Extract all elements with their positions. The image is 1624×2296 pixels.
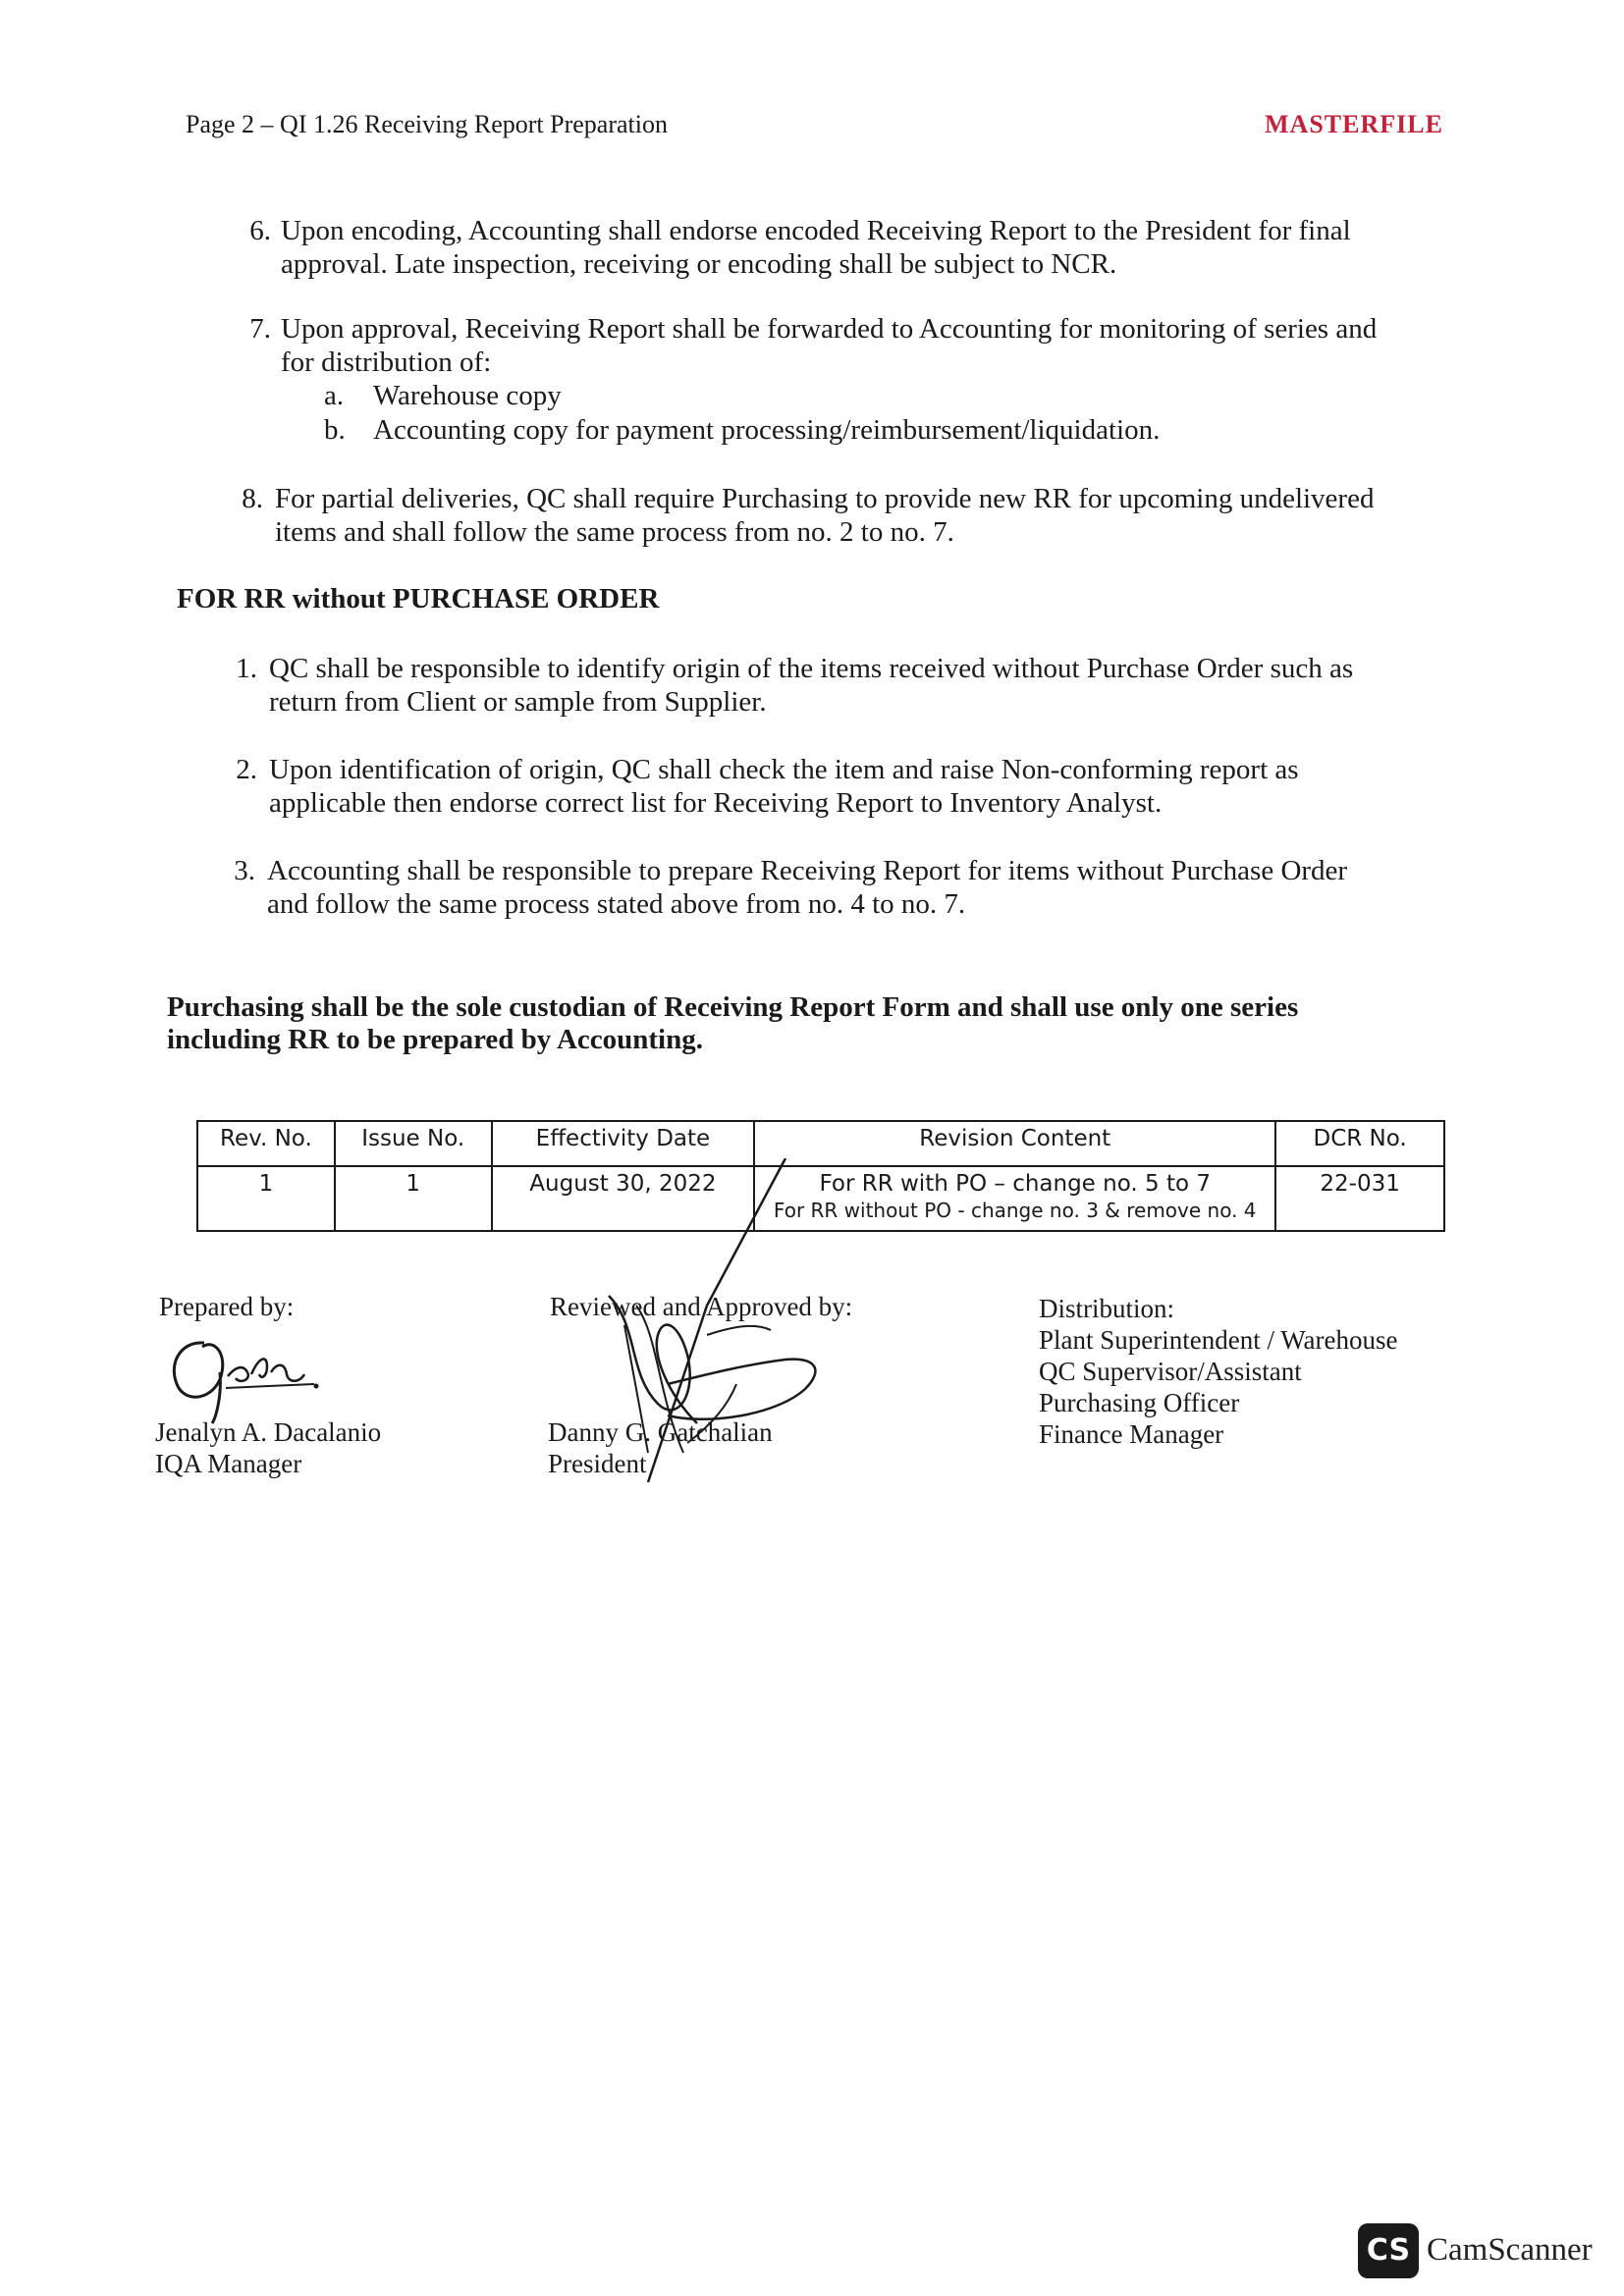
item-number: 2. (236, 754, 257, 785)
item-number: 6. (249, 215, 271, 246)
dcr-no-cell: 22-031 (1275, 1166, 1444, 1231)
sub-item-letter: a. (324, 380, 345, 411)
column-header: Revision Content (754, 1121, 1275, 1166)
issue-no-cell: 1 (335, 1166, 492, 1231)
column-header: DCR No. (1275, 1121, 1444, 1166)
item-line: Upon identification of origin, QC shall check the item and raise Non-conforming report as (269, 754, 1299, 785)
prepared-by-signature (157, 1327, 324, 1425)
note-line: Purchasing shall be the sole custodian of Receiving Report Form and shall use only one series (167, 991, 1299, 1023)
item-line: Accounting shall be responsible to prepare Receiving Report for items without Purchase Order (267, 855, 1348, 886)
item-line: Upon encoding, Accounting shall endorse encoded Receiving Report to the President for final (281, 215, 1351, 246)
item-line: for distribution of: (281, 347, 492, 378)
note-line: including RR to be prepared by Accounting. (167, 1024, 703, 1055)
page-header-title: Page 2 – QI 1.26 Receiving Report Preparation (186, 110, 668, 138)
revision-content-line: For RR without PO - change no. 3 & remove no. 4 (773, 1199, 1257, 1222)
reviewed-by-signature (589, 1158, 844, 1492)
item-line: applicable then endorse correct list for Receiving Report to Inventory Analyst. (269, 787, 1163, 819)
item-line: return from Client or sample from Supplier. (269, 686, 767, 718)
distribution-label: Distribution: (1039, 1294, 1175, 1323)
masterfile-stamp: MASTERFILE (1265, 110, 1443, 138)
item-line: QC shall be responsible to identify origin of the items received without Purchase Order such as (269, 653, 1354, 684)
prepared-by-name: Jenalyn A. Dacalanio (155, 1417, 382, 1447)
reviewed-by-name: Danny G. Gatchalian (548, 1417, 773, 1447)
column-header: Rev. No. (197, 1121, 335, 1166)
item-line: Upon approval, Receiving Report shall be forwarded to Accounting for monitoring of series and (281, 313, 1378, 345)
camscanner-logo-icon: CS (1358, 2223, 1419, 2278)
sub-item-text: Warehouse copy (373, 380, 562, 411)
sub-item-letter: b. (324, 414, 346, 446)
custodian-note (167, 991, 1443, 1056)
item-line: approval. Late inspection, receiving or encoding shall be subject to NCR. (281, 248, 1117, 280)
item-number: 7. (249, 313, 271, 345)
section-heading: FOR RR without PURCHASE ORDER (177, 583, 660, 614)
effectivity-date-cell: August 30, 2022 (492, 1166, 755, 1231)
prepared-by-title: IQA Manager (155, 1449, 302, 1478)
sub-item (324, 379, 562, 412)
distribution-list-item: QC Supervisor/Assistant (1039, 1357, 1302, 1386)
distribution-list-item: Purchasing Officer (1039, 1388, 1240, 1417)
sub-item (324, 413, 1161, 447)
column-header: Issue No. (335, 1121, 492, 1166)
distribution-list-item: Finance Manager (1039, 1419, 1224, 1449)
item-number: 3. (234, 855, 255, 886)
item-number: 1. (236, 653, 257, 684)
item-line: and follow the same process stated above from no. 4 to no. 7. (267, 888, 966, 920)
rev-no-cell: 1 (197, 1166, 335, 1231)
camscanner-watermark: CamScanner (1427, 2232, 1593, 2268)
revision-content-line: For RR with PO – change no. 5 to 7 (819, 1171, 1211, 1197)
prepared-by-label: Prepared by: (159, 1292, 295, 1321)
item-number: 8. (242, 483, 263, 514)
distribution-list-item: Plant Superintendent / Warehouse (1039, 1325, 1398, 1355)
reviewed-by-label: Reviewed and Approved by: (550, 1292, 853, 1321)
sub-item-text: Accounting copy for payment processing/reimbursement/liquidation. (373, 414, 1161, 446)
reviewed-by-title: President (548, 1449, 647, 1478)
item-line: items and shall follow the same process from no. 2 to no. 7. (275, 516, 954, 548)
item-line: For partial deliveries, QC shall require Purchasing to provide new RR for upcoming undelivered (275, 483, 1375, 514)
column-header: Effectivity Date (492, 1121, 755, 1166)
